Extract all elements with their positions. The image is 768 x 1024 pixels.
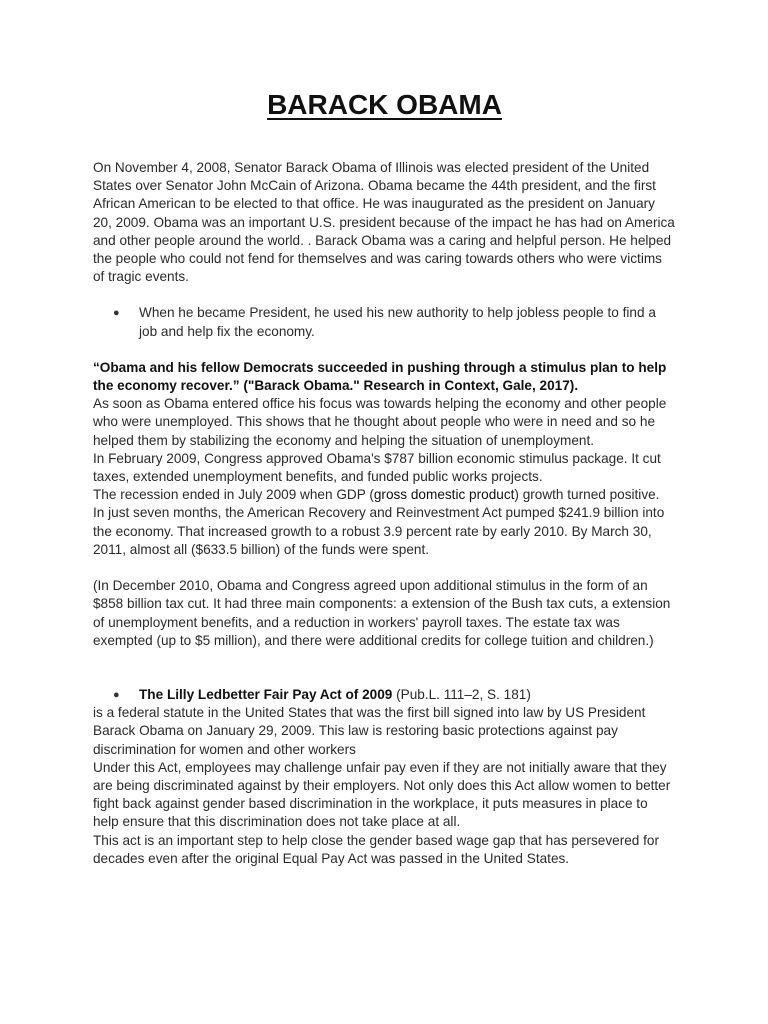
list-item bbox=[93, 686, 676, 704]
recession-paragraph bbox=[93, 486, 676, 504]
list-item bbox=[93, 304, 676, 340]
bullet-list-president bbox=[93, 304, 676, 340]
quote-paragraph: “Obama and his fellow Democrats succeeded in pushing through a stimulus plan to help the economy recover.” ("Barack Obama." Research in Context, Gale, 2017). bbox=[93, 359, 667, 394]
bullet-text: When he became President, he used his new authority to help jobless people to find a job and help fix the economy. bbox=[139, 305, 656, 339]
paragraph-gap bbox=[93, 650, 676, 686]
recession-text-start: The recession ended in July 2009 when GDP ( bbox=[93, 487, 374, 503]
bullet-list-ledbetter bbox=[93, 686, 676, 704]
economy-paragraph: As soon as Obama entered office his focus was towards helping the economy and other people who were unemployed. This shows that he thought about people who were in need and so he helped them by stabilizing the economy and helping the situation of unemployment. bbox=[93, 396, 667, 448]
act-citation: (Pub.L. 111–2, S. 181) bbox=[392, 687, 531, 703]
recovery-paragraph: In just seven months, the American Recovery and Reinvestment Act pumped $241.9 billion into the economy. That increased growth to a robust 3.9 percent rate by early 2010. By March 30, 2011, almost all ($633.5 billion) of the funds were spent. bbox=[93, 505, 665, 557]
page-title: BARACK OBAMA bbox=[267, 89, 502, 120]
ledbetter-paragraph: is a federal statute in the United States that was the first bill signed into law by US President Barack Obama on January 29, 2009. This law is restoring basic protections against pay discrimination for women and other workers bbox=[93, 705, 646, 757]
bullet-icon: ● bbox=[113, 689, 120, 702]
act-paragraph: Under this Act, employees may challenge unfair pay even if they are not initially aware that they are being discriminated against by their employers. Not only does this Act allow women to better fight back against gender based discrimination in the workplace, it puts measures in place to help ensure that this discrimination does not take place at all. bbox=[93, 759, 671, 830]
act-name: The Lilly Ledbetter Fair Pay Act of 2009 bbox=[139, 687, 393, 703]
tax-cut-paragraph: (In December 2010, Obama and Congress agreed upon additional stimulus in the form of an $858 billion tax cut. It had three main components: a extension of the Bush tax cuts, a extension of unemployment benefits, and a reduction in workers' payroll taxes. The estate tax was exempted (up to $5 million), and there were additional credits for college tuition and children.) bbox=[93, 578, 671, 648]
stimulus-paragraph: In February 2009, Congress approved Obama's $787 billion economic stimulus package. It cut taxes, extended unemployment benefits, and funded public works projects. bbox=[93, 450, 661, 485]
intro-paragraph: On November 4, 2008, Senator Barack Obama of Illinois was elected president of the United States over Senator John McCain of Arizona. Obama became the 44th president, and the first African American to be elected to that office. He was inaugurated as the president on January 20, 2009. Obama was an important U.S. president because of the impact he has had on America and other people around the world. . Barack Obama was a caring and helpful person. He helped the people who could not fend for themselves and was caring towards others who were victims of tragic events. bbox=[93, 160, 675, 285]
wage-gap-paragraph: This act is an important step to help close the gender based wage gap that has persevered for decades even after the original Equal Pay Act was passed in the United States. bbox=[93, 832, 659, 866]
bullet-icon: ● bbox=[113, 307, 120, 320]
paragraph-gap bbox=[93, 559, 676, 577]
gdp-link[interactable]: gross domestic product bbox=[373, 487, 515, 503]
recession-text-end: ) growth turned positive. bbox=[514, 487, 660, 503]
